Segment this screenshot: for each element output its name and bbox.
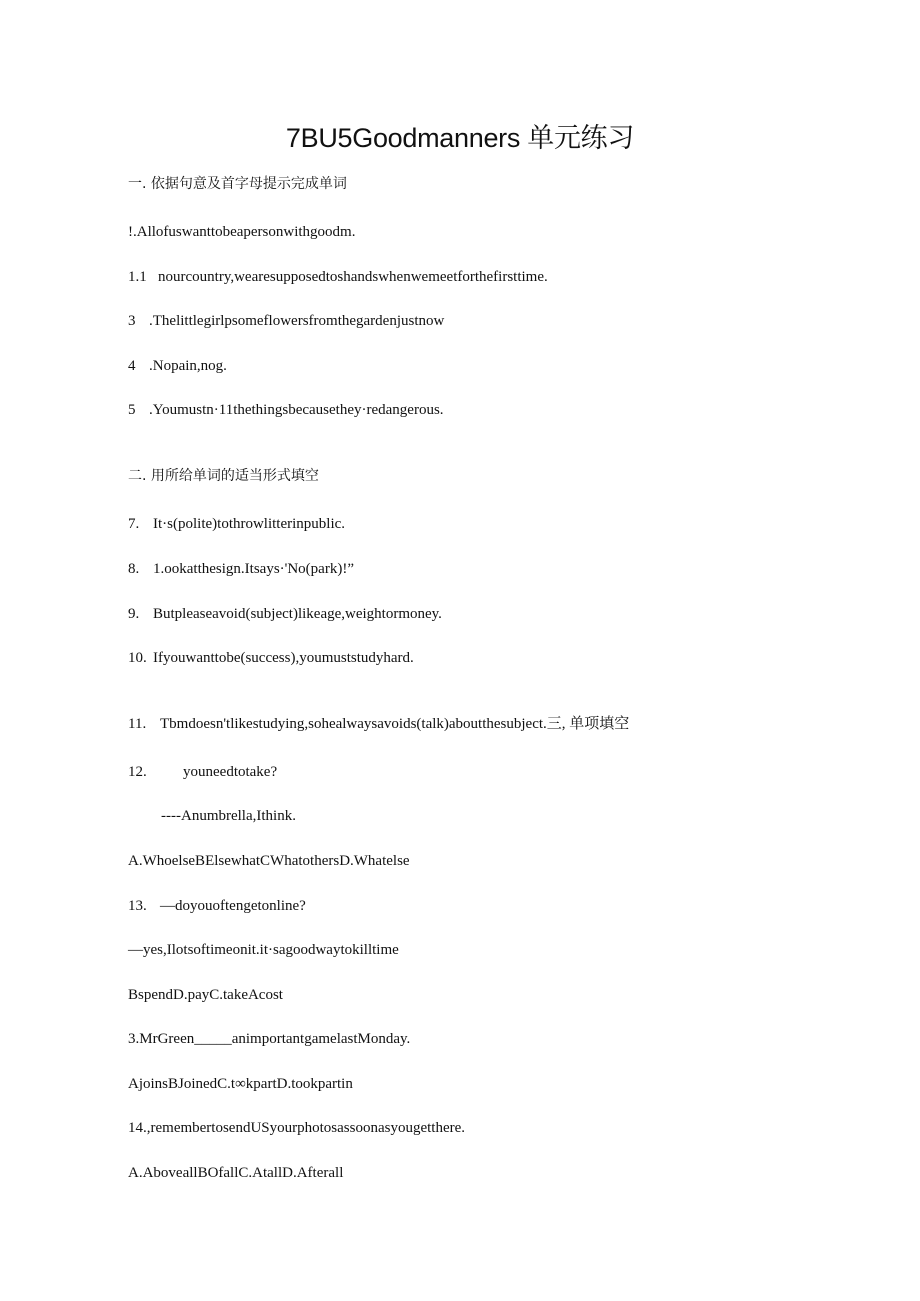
s1-item-4-text: .Youmustn·11thethingsbecausethey·redangerous. <box>149 402 444 418</box>
s1-item-4-num: 5 <box>128 402 136 418</box>
s2-item-3-num: 10. <box>128 650 147 666</box>
q14-text: 14.,remembertosendUSyourphotosassoonasyougetthere. <box>128 1120 466 1136</box>
s1-item-1-text: nourcountry,wearesupposedtoshandswhenwemeetforthefirsttime. <box>158 269 548 285</box>
s2-item-0-num: 7. <box>128 516 140 532</box>
s2-item-4-num: 11. <box>128 716 147 732</box>
s2-item-2-text: Butpleaseavoid(subject)likeage,weightormoney. <box>153 606 442 622</box>
q12-answer: ----Anumbrella,Ithink. <box>161 808 296 824</box>
s1-item-4 <box>128 400 444 420</box>
q12-text: youneedtotake? <box>183 764 278 780</box>
section-1-heading: 一. 依据句意及首字母提示完成单词 <box>128 176 347 192</box>
s2-item-0 <box>128 514 345 534</box>
q13 <box>128 896 306 916</box>
s1-item-0-text: !.Allofuswanttobeapersonwithgoodm. <box>128 224 356 240</box>
q12-options: A.WhoelseBElsewhatCWhatothersD.Whatelse <box>128 853 410 869</box>
s2-item-1 <box>128 559 354 579</box>
s2-item-4-text: Tbmdoesn'tlikestudying,sohealwaysavoids(talk)aboutthesubject.三, 单项填空 <box>160 716 630 732</box>
s2-item-2 <box>128 604 442 624</box>
section-2-heading: 二. 用所给单词的适当形式填空 <box>128 468 319 484</box>
q12-num: 12. <box>128 764 147 780</box>
s2-item-3 <box>128 648 414 668</box>
s1-item-3-text: .Nopain,nog. <box>149 358 227 374</box>
s2-item-1-text: 1.ookatthesign.Itsays·'No(park)!” <box>153 561 354 577</box>
q13-text: —doyouoftengetonline? <box>160 898 306 914</box>
s1-item-0 <box>128 222 355 242</box>
s2-item-3-text: Ifyouwanttobe(success),youmuststudyhard. <box>153 650 414 666</box>
s1-item-2 <box>128 311 444 331</box>
s1-item-1-num: 1.1 <box>128 269 147 285</box>
q13-answer: —yes,Ilotsoftimeonit.it·sagoodwaytokilltime <box>128 942 399 958</box>
s2-item-0-text: It·s(polite)tothrowlitterinpublic. <box>153 516 346 532</box>
s2-item-4 <box>128 714 629 734</box>
q12 <box>128 762 277 782</box>
s2-item-2-num: 9. <box>128 606 140 622</box>
q3-text: 3.MrGreen_____animportantgamelastMonday. <box>128 1031 411 1047</box>
q3-options: AjoinsBJoinedC.t∞kpartD.tookpartin <box>128 1076 353 1092</box>
page-title: 7BU5Goodmanners 单元练习 <box>285 123 635 153</box>
s1-item-2-num: 3 <box>128 313 136 329</box>
q13-options: BspendD.payC.takeAcost <box>128 987 283 1003</box>
q14-options: A.AboveallBOfallC.AtallD.Afterall <box>128 1165 344 1181</box>
s1-item-2-text: .Thelittlegirlpsomeflowersfromthegardenjustnow <box>149 313 445 329</box>
s1-item-3 <box>128 356 227 376</box>
q13-num: 13. <box>128 898 147 914</box>
s1-item-1 <box>128 267 548 287</box>
s2-item-1-num: 8. <box>128 561 140 577</box>
s1-item-3-num: 4 <box>128 358 136 374</box>
